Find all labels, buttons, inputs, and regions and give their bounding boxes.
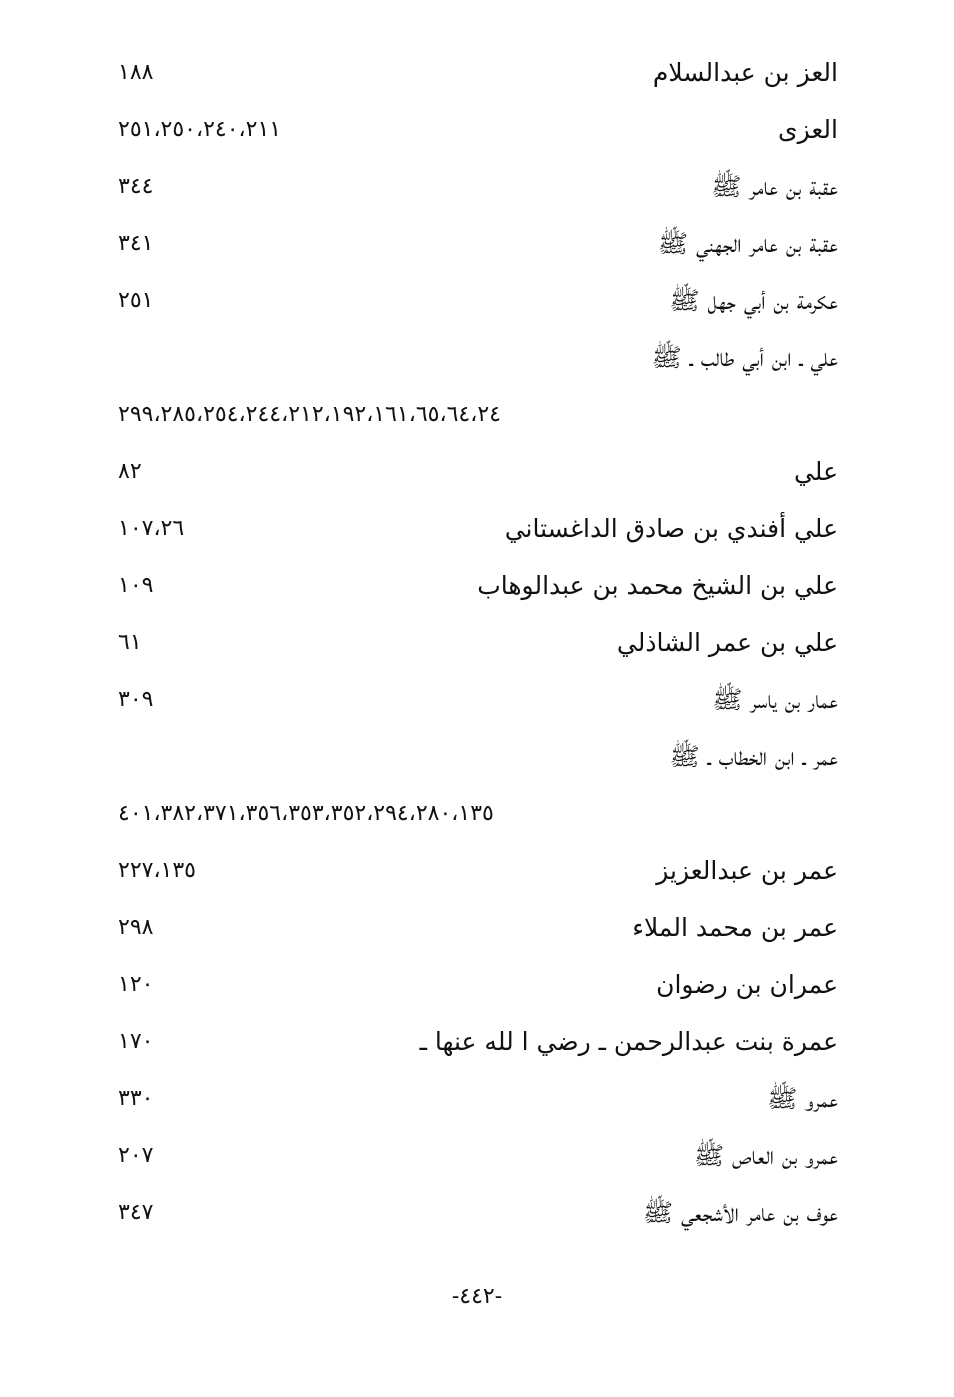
index-entry — [118, 960, 838, 1017]
index-entry — [118, 219, 838, 276]
entry-name: علي بن الشيخ محمد بن عبدالوهاب — [477, 571, 838, 600]
entry-pages: ٢٩٩،٢٨٥،٢٥٤،٢٤٤،٢١٢،١٩٢،١٦١،٦٥،٦٤،٢٤ — [118, 402, 501, 427]
entry-name: العزى — [778, 115, 838, 144]
entry-pages: ١٨٨ — [118, 60, 154, 85]
entry-name: علي — [793, 457, 838, 486]
index-entry-continuation — [118, 390, 838, 447]
entry-name: عقبة بن عامر الجهني ﷺ — [657, 229, 838, 258]
index-entry — [118, 1017, 838, 1074]
index-entry — [118, 846, 838, 903]
entry-name: عمر بن عبدالعزيز — [656, 856, 838, 885]
entry-pages: ٢٢٧،١٣٥ — [118, 858, 196, 883]
entry-pages: ١٠٧،٢٦ — [118, 516, 185, 541]
entry-pages: ٣٤٧ — [118, 1200, 154, 1225]
entry-pages: ٦١ — [118, 630, 142, 655]
entry-pages: ٨٢ — [118, 459, 142, 484]
index-entry — [118, 48, 838, 105]
entry-name: عمار بن ياسر ﷺ — [712, 685, 838, 714]
index-entry — [118, 105, 838, 162]
index-entry — [118, 732, 838, 789]
index-entry — [118, 162, 838, 219]
names-index-list — [118, 48, 838, 1245]
entry-pages: ٢٩٨ — [118, 915, 154, 940]
entry-name: عكرمة بن أبي جهل ﷺ — [669, 286, 838, 315]
entry-pages: ٣٤١ — [118, 231, 154, 256]
entry-pages: ٢٠٧ — [118, 1143, 154, 1168]
index-entry — [118, 903, 838, 960]
index-entry — [118, 618, 838, 675]
entry-pages: ١٧٠ — [118, 1029, 154, 1054]
page-number: -٤٤٢- — [451, 1284, 503, 1309]
entry-name: علي بن عمر الشاذلي — [616, 628, 838, 657]
entry-pages: ١٠٩ — [118, 573, 154, 598]
index-entry-continuation — [118, 789, 838, 846]
index-entry — [118, 447, 838, 504]
index-entry — [118, 675, 838, 732]
entry-pages: ٣٠٩ — [118, 687, 154, 712]
entry-pages: ٢٥١،٢٥٠،٢٤٠،٢١١ — [118, 117, 282, 142]
entry-pages: ٢٥١ — [118, 288, 154, 313]
index-entry — [118, 504, 838, 561]
entry-name: عقبة بن عامر ﷺ — [711, 172, 838, 201]
entry-name: عمرة بنت عبدالرحمن ـ رضي ا لله عنها ـ — [419, 1027, 838, 1056]
entry-name: عمر ـ ابن الخطاب ـ ﷺ — [669, 742, 838, 771]
index-entry — [118, 561, 838, 618]
entry-name: علي أفندي بن صادق الداغستاني — [504, 514, 838, 543]
entry-name: عمرو ﷺ — [767, 1084, 838, 1113]
entry-name: عمر بن محمد الملاء — [632, 913, 838, 942]
index-entry — [118, 276, 838, 333]
index-entry — [118, 333, 838, 390]
entry-pages: ٣٤٤ — [118, 174, 154, 199]
entry-pages: ٣٣٠ — [118, 1086, 154, 1111]
entry-name: علي ـ ابن أبي طالب ـ ﷺ — [651, 343, 838, 372]
entry-name: عوف بن عامر الأشجعي ﷺ — [642, 1198, 838, 1227]
entry-name: العز بن عبدالسلام — [652, 58, 838, 87]
entry-pages: ١٢٠ — [118, 972, 154, 997]
entry-pages: ٤٠١،٣٨٢،٣٧١،٣٥٦،٣٥٣،٣٥٢،٢٩٤،٢٨٠،١٣٥ — [118, 801, 494, 826]
entry-name: عمرو بن العاص ﷺ — [693, 1141, 838, 1170]
index-entry — [118, 1188, 838, 1245]
entry-name: عمران بن رضوان — [656, 970, 838, 999]
index-entry — [118, 1131, 838, 1188]
index-entry — [118, 1074, 838, 1131]
